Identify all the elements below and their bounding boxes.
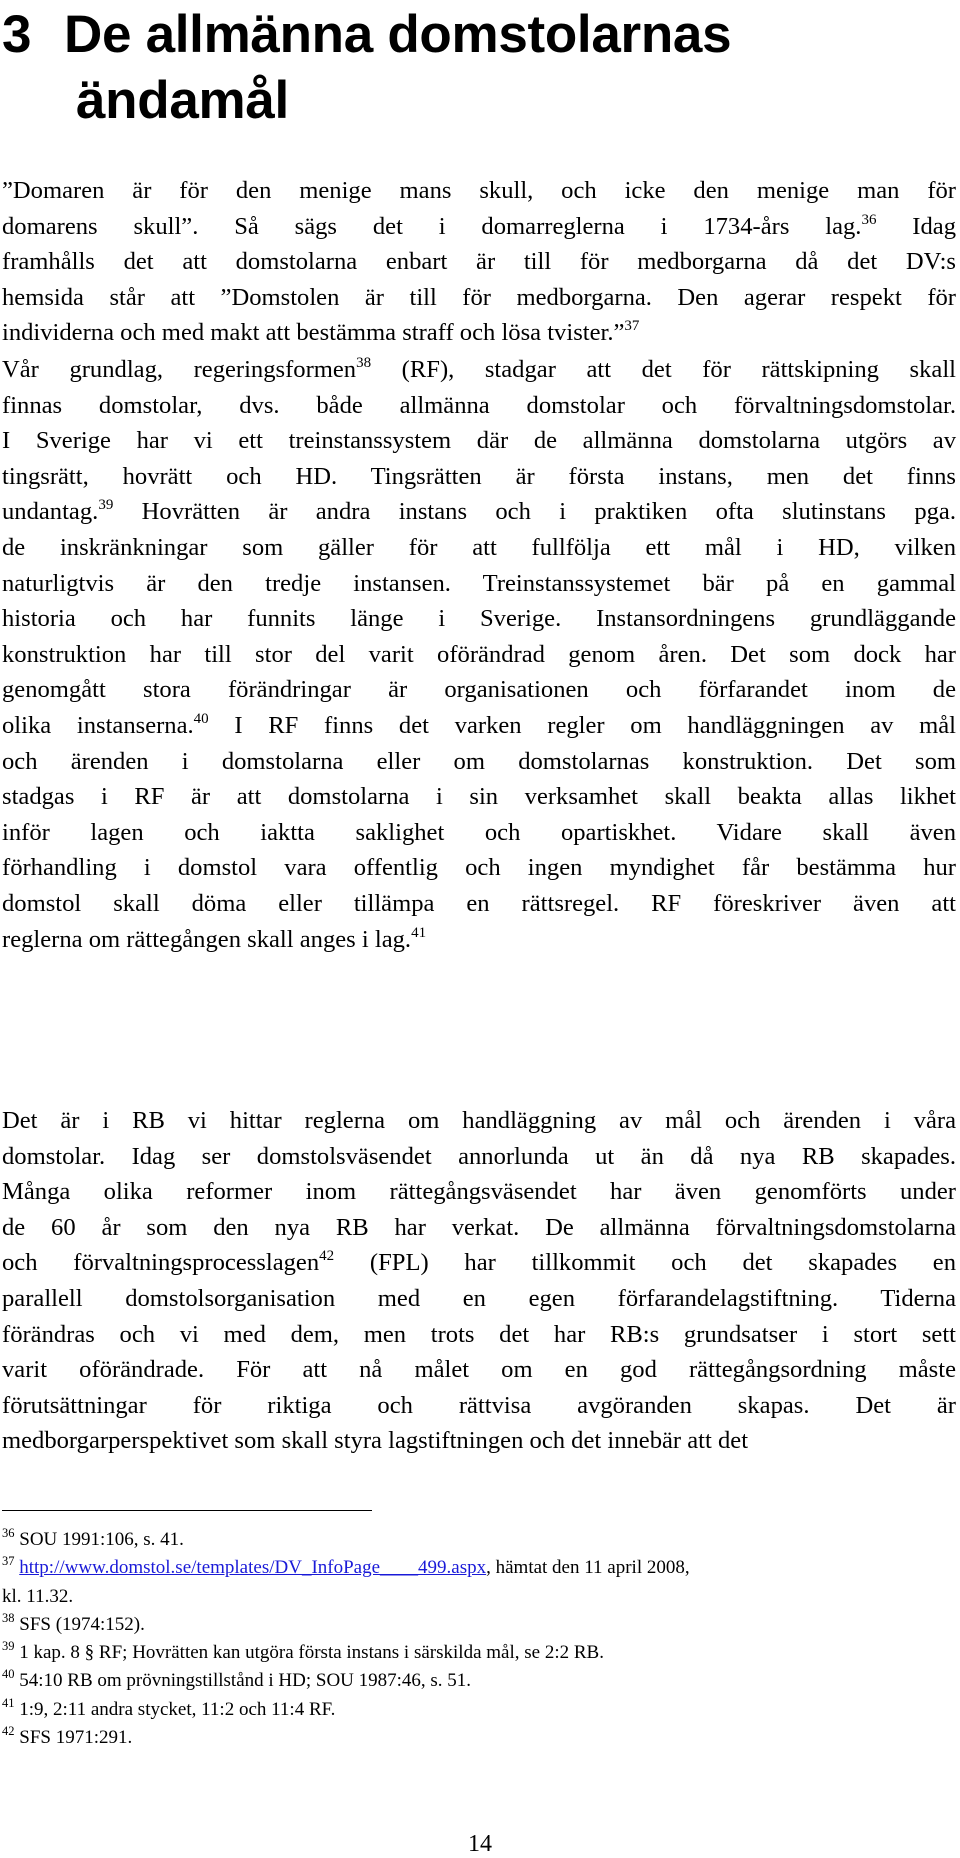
text-run: framhålls det att domstolarna enbart är till för medborgarna då det DV:s — [2, 248, 956, 276]
footnote — [2, 1639, 956, 1667]
text-run: reglerna om rättegången skall anges i lag. — [2, 925, 412, 953]
text-run: finnas domstolar, dvs. både allmänna domstolar och förvaltningsdomstolar. — [2, 391, 956, 419]
text-line — [2, 459, 956, 495]
text-line — [2, 672, 956, 708]
text-line — [2, 494, 956, 530]
footnotes — [2, 1526, 956, 1752]
text-run: Det är i RB vi hittar reglerna om handläggning av mål och ärenden i våra — [2, 1107, 956, 1134]
text-run: Vår grundlag, regeringsformen — [2, 356, 357, 383]
text-line — [2, 352, 956, 388]
footnote — [2, 1526, 956, 1554]
text-run: Många olika reformer inom rättegångsväsendet har även genomförts under — [2, 1178, 956, 1206]
text-run: (FPL) har tillkommit och det skapades en — [334, 1249, 956, 1277]
text-run: tingsrätt, hovrätt och HD. Tingsrätten är första instans, men det finns — [2, 462, 956, 490]
text-run: individerna och med makt att bestämma straff och lösa tvister.” — [2, 319, 625, 347]
footnote — [2, 1724, 956, 1752]
text-run: historia och har funnits länge i Sverige. Instansordningens grundläggande — [2, 605, 956, 633]
text-line — [2, 779, 956, 815]
text-run: I RF finns det varken regler om handläggningen av mål — [208, 711, 957, 739]
footnote-reference: 38 — [356, 355, 372, 371]
chapter-title-line1: De allmänna domstolarnas — [64, 5, 732, 64]
text-line — [2, 1388, 956, 1424]
text-run: och ärenden i domstolarna eller om domstolarnas konstruktion. Det som — [2, 747, 956, 775]
text-line — [2, 1210, 956, 1246]
text-run: domstolar. Idag ser domstolsväsendet annorlunda ut än då nya RB skapades. — [2, 1142, 956, 1170]
text-run: olika instanserna. — [2, 711, 194, 739]
text-line — [2, 530, 956, 566]
footnote-reference: 39 — [98, 497, 114, 514]
chapter-heading — [2, 2, 942, 134]
text-line — [2, 922, 956, 958]
footnote — [2, 1583, 956, 1611]
footnote-number: 36 — [2, 1526, 15, 1540]
footnote-reference: 37 — [624, 318, 640, 335]
text-line — [2, 815, 956, 851]
text-run: Idag — [876, 212, 956, 240]
text-line — [2, 1245, 956, 1281]
text-line — [2, 1174, 956, 1210]
text-run: medborgarperspektivet som skall styra lagstiftningen och det innebär att det — [2, 1427, 749, 1455]
text-run: de 60 år som den nya RB har verkat. De allmänna förvaltningsdomstolarna — [2, 1213, 956, 1241]
text-run: ”Domaren är för den menige mans skull, och icke den menige man för — [2, 177, 956, 204]
text-run: Hovrätten är andra instans och i praktiken ofta slutinstans pga. — [113, 498, 956, 526]
text-run: (RF), stadgar att det för rättskipning skall — [371, 356, 956, 383]
chapter-number: 3 — [2, 5, 32, 64]
text-run: de inskränkningar som gäller för att fullfölja ett mål i HD, vilken — [2, 533, 956, 561]
text-run: förhandling i domstol vara offentlig och ingen myndighet får bestämma hur — [2, 854, 956, 882]
text-run: domstol skall döma eller tillämpa en rättsregel. RF föreskriver även att — [2, 889, 956, 917]
footnote — [2, 1611, 956, 1639]
footnote-reference: 36 — [861, 211, 877, 228]
footnote — [2, 1554, 956, 1582]
chapter-title-line2: ändamål — [76, 71, 289, 130]
footnote-text: kl. 11.32. — [2, 1585, 74, 1607]
footnote-number: 41 — [2, 1695, 15, 1710]
footnote — [2, 1696, 956, 1724]
text-run: naturligtvis är den tredje instansen. Treinstanssystemet bär på en gammal — [2, 569, 956, 597]
footnote-text: , hämtat den 11 april 2008, — [486, 1557, 690, 1579]
footnote-text: 1 kap. 8 § RF; Hovrätten kan utgöra första instans i särskilda mål, se 2:2 RB. — [19, 1642, 604, 1664]
text-line — [2, 1423, 956, 1459]
footnote-reference: 42 — [319, 1248, 335, 1265]
text-run: inför lagen och iaktta saklighet och opartiskhet. Vidare skall även — [2, 818, 956, 846]
footnote-text: 1:9, 2:11 andra stycket, 11:2 och 11:4 RF. — [19, 1698, 336, 1720]
text-run: I Sverige har vi ett treinstanssystem där de allmänna domstolarna utgörs av — [2, 427, 956, 455]
text-line — [2, 744, 956, 780]
text-run: hemsida står att ”Domstolen är till för medborgarna. Den agerar respekt för — [2, 283, 956, 311]
text-run: genomgått stora förändringar är organisationen och förfarandet inom de — [2, 676, 956, 704]
footnote-text: SFS 1971:291. — [19, 1727, 133, 1749]
footnote-number: 38 — [2, 1610, 15, 1625]
paragraph-1 — [2, 173, 956, 351]
footnote-number: 42 — [2, 1724, 15, 1739]
footnote-text: SFS (1974:152). — [19, 1613, 145, 1635]
text-line — [2, 1139, 956, 1175]
text-line — [2, 209, 956, 245]
text-line — [2, 601, 956, 637]
text-line — [2, 388, 956, 424]
footnote-reference: 40 — [193, 710, 209, 727]
footnote-separator — [2, 1510, 372, 1511]
text-run: parallell domstolsorganisation med en egen förfarandelagstiftning. Tiderna — [2, 1284, 956, 1312]
text-run: undantag. — [2, 498, 99, 526]
text-line — [2, 886, 956, 922]
text-line — [2, 244, 956, 280]
text-run: och förvaltningsprocesslagen — [2, 1249, 320, 1277]
footnote — [2, 1667, 956, 1695]
page-number: 14 — [468, 1831, 492, 1857]
footnote-number: 40 — [2, 1667, 15, 1682]
footnote-number: 39 — [2, 1639, 15, 1654]
text-line — [2, 315, 956, 351]
text-line — [2, 850, 956, 886]
footnote-text: SOU 1991:106, s. 41. — [19, 1529, 184, 1550]
text-line — [2, 1103, 956, 1139]
text-line — [2, 423, 956, 459]
text-line — [2, 280, 956, 316]
footnote-number: 37 — [2, 1554, 15, 1569]
text-run: konstruktion har till stor del varit oförändrad genom åren. Det som dock har — [2, 640, 956, 668]
text-line — [2, 566, 956, 602]
text-run: stadgas i RF är att domstolarna i sin verksamhet skall beakta allas likhet — [2, 783, 956, 811]
text-line — [2, 1352, 956, 1388]
text-line — [2, 1281, 956, 1317]
text-run: varit oförändrade. För att nå målet om en god rättegångsordning måste — [2, 1356, 956, 1384]
text-run: förändras och vi med dem, men trots det har RB:s grundsatser i stort sett — [2, 1320, 956, 1348]
text-line — [2, 173, 956, 209]
paragraph-2 — [2, 352, 956, 957]
footnote-text: 54:10 RB om prövningstillstånd i HD; SOU 1987:46, s. 51. — [19, 1670, 472, 1692]
text-line — [2, 708, 956, 744]
footnote-reference: 41 — [411, 924, 427, 941]
text-line — [2, 637, 956, 673]
text-line — [2, 1317, 956, 1353]
paragraph-3 — [2, 1103, 956, 1459]
footnote-link[interactable]: http://www.domstol.se/templates/DV_InfoPage____499.aspx — [19, 1557, 487, 1579]
text-run: domarens skull”. Så sägs det i domarreglerna i 1734-års lag. — [2, 212, 862, 240]
text-run: förutsättningar för riktiga och rättvisa avgöranden skapas. Det är — [2, 1391, 956, 1419]
